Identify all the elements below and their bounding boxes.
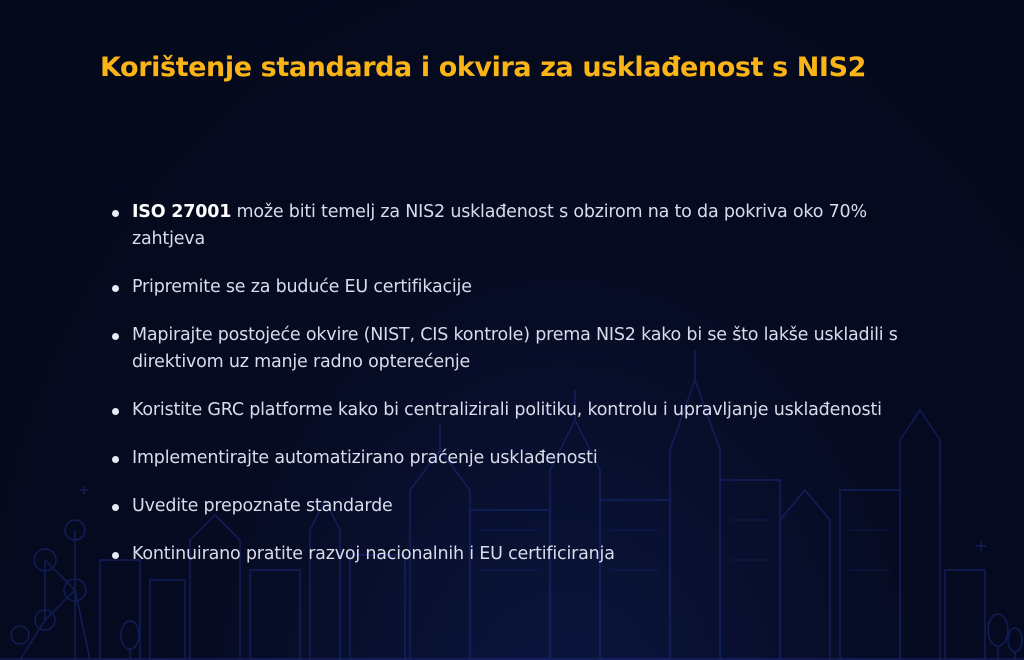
bullet-item — [112, 541, 902, 568]
bullet-text: Koristite GRC platforme kako bi centralizirali politiku, kontrolu i upravljanje usklađenosti — [132, 400, 882, 420]
bullet-item — [112, 445, 902, 472]
bullet-text: Kontinuirano pratite razvoj nacionalnih i EU certificiranja — [132, 544, 615, 564]
bullet-item — [112, 397, 902, 424]
bullet-item — [112, 493, 902, 520]
slide-title: Korištenje standarda i okvira za usklađenost s NIS2 — [100, 52, 867, 83]
bullet-item — [112, 199, 902, 253]
bullet-text: može biti temelj za NIS2 usklađenost s obzirom na to da pokriva oko 70% zahtjeva — [132, 202, 867, 249]
bullet-list — [112, 199, 902, 589]
bullet-text: Mapirajte postojeće okvire (NIST, CIS kontrole) prema NIS2 kako bi se što lakše uskladili s direktivom uz manje radno opterećenje — [132, 325, 898, 372]
atomium-icon — [11, 520, 90, 660]
bullet-item — [112, 274, 902, 301]
tree-icon — [121, 614, 1022, 660]
bullet-item — [112, 322, 902, 376]
bullet-text: Pripremite se za buduće EU certifikacije — [132, 277, 472, 297]
bullet-text: Implementirajte automatizirano praćenje usklađenosti — [132, 448, 598, 468]
bullet-text: Uvedite prepoznate standarde — [132, 496, 393, 516]
bullet-bold-text: ISO 27001 — [132, 202, 232, 222]
